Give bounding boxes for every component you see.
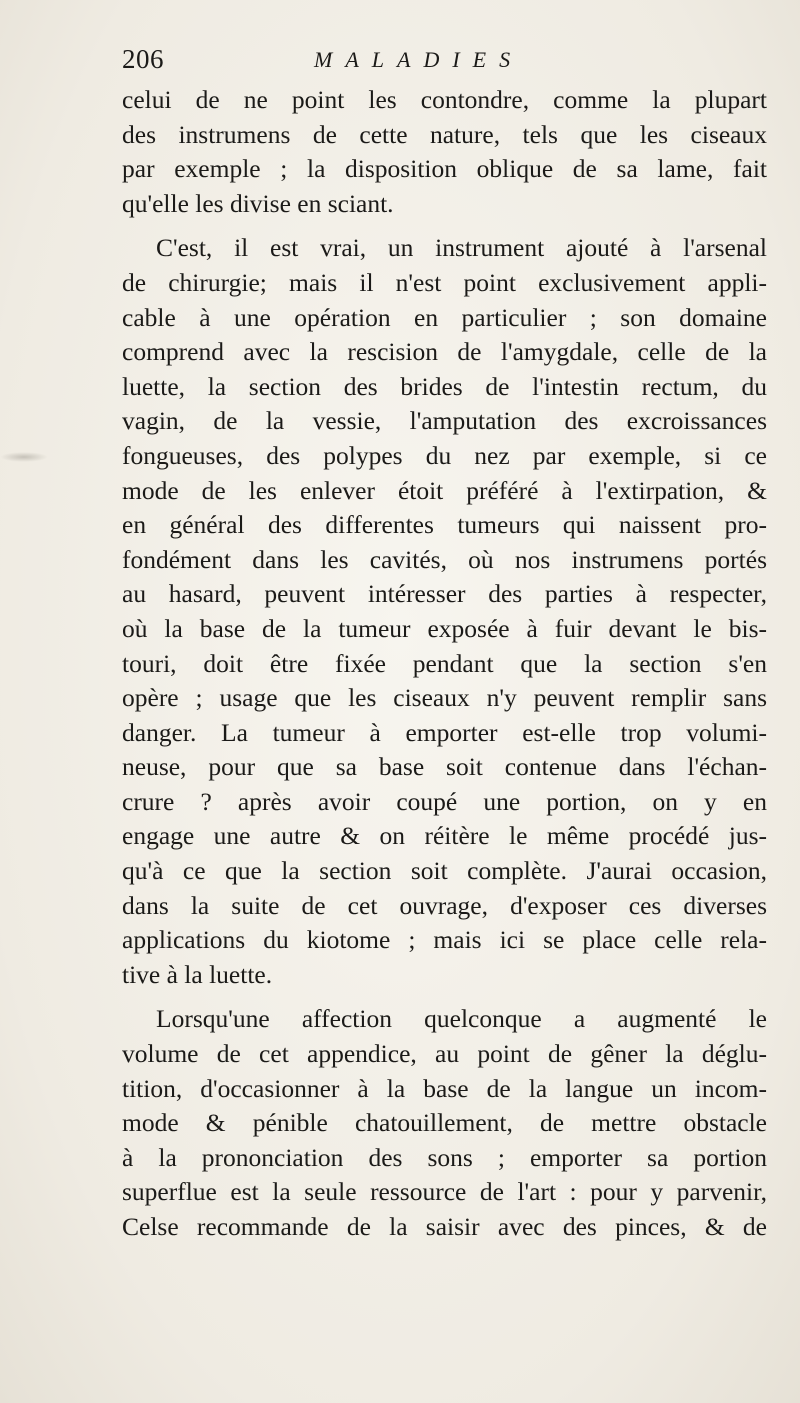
text-line: touri, doit être fixée pendant que la section s'en: [122, 648, 767, 678]
text-line: par exemple ; la disposition oblique de sa lame, fait: [122, 154, 767, 184]
margin-smudge: [0, 452, 48, 462]
text-line: celui de ne point les contondre, comme la plupart: [122, 85, 767, 114]
text-line: Celse recommande de la saisir avec des pinces, & de: [122, 1212, 767, 1241]
paragraph-1: [122, 83, 767, 221]
text-line: applications du kiotome ; mais ici se place celle rela-: [122, 925, 767, 955]
text-line: engage une autre & on réitère le même procédé jus-: [122, 821, 767, 851]
text-line: C'est, il est vrai, un instrument ajouté à l'arsenal: [156, 233, 767, 263]
text-line: opère ; usage que les ciseaux n'y peuvent remplir sans: [122, 683, 767, 713]
text-line: superflue est la seule ressource de l'art : pour y parvenir,: [122, 1177, 767, 1207]
text-line: luette, la section des brides de l'intestin rectum, du: [122, 371, 767, 401]
page-number: 206: [122, 44, 164, 74]
text-line: en général des differentes tumeurs qui naissent pro-: [122, 510, 767, 540]
page-header: [122, 44, 772, 84]
text-line: dans la suite de cet ouvrage, d'exposer ces diverses: [122, 890, 767, 920]
text-line: fondément dans les cavités, où nos instrumens portés: [122, 544, 767, 574]
text-line: tition, d'occasionner à la base de la langue un incom-: [122, 1073, 767, 1103]
text-line: qu'elle les divise en sciant.: [122, 188, 394, 218]
text-line: des instrumens de cette nature, tels que les ciseaux: [122, 119, 767, 149]
text-line: mode de les enlever étoit préféré à l'extirpation, &: [122, 475, 767, 505]
text-line: vagin, de la vessie, l'amputation des excroissances: [122, 406, 767, 436]
text-line: danger. La tumeur à emporter est-elle trop volumi-: [122, 717, 767, 747]
text-line: cable à une opération en particulier ; son domaine: [122, 302, 767, 332]
text-line: au hasard, peuvent intéresser des parties à respecter,: [122, 579, 767, 609]
text-line: crure ? après avoir coupé une portion, on y en: [122, 786, 767, 816]
body-text: [122, 83, 767, 1245]
text-line: neuse, pour que sa base soit contenue dans l'échan-: [122, 752, 767, 782]
text-line: qu'à ce que la section soit complète. J'aurai occasion,: [122, 856, 767, 886]
paragraph-2: [122, 231, 767, 992]
paragraph-3: [122, 1002, 767, 1244]
text-line: comprend avec la rescision de l'amygdale, celle de la: [122, 337, 767, 367]
text-line: tive à la luette.: [122, 959, 273, 989]
text-line: volume de cet appendice, au point de gêner la déglu-: [122, 1039, 767, 1069]
text-line: Lorsqu'une affection quelconque a augmenté le: [156, 1004, 767, 1034]
text-line: mode & pénible chatouillement, de mettre obstacle: [122, 1108, 767, 1138]
running-title: MALADIES: [314, 47, 524, 72]
text-line: de chirurgie; mais il n'est point exclusivement appli-: [122, 267, 767, 297]
text-line: à la prononciation des sons ; emporter sa portion: [122, 1142, 767, 1172]
text-line: fongueuses, des polypes du nez par exemple, si ce: [122, 440, 767, 470]
text-line: où la base de la tumeur exposée à fuir devant le bis-: [122, 613, 767, 643]
